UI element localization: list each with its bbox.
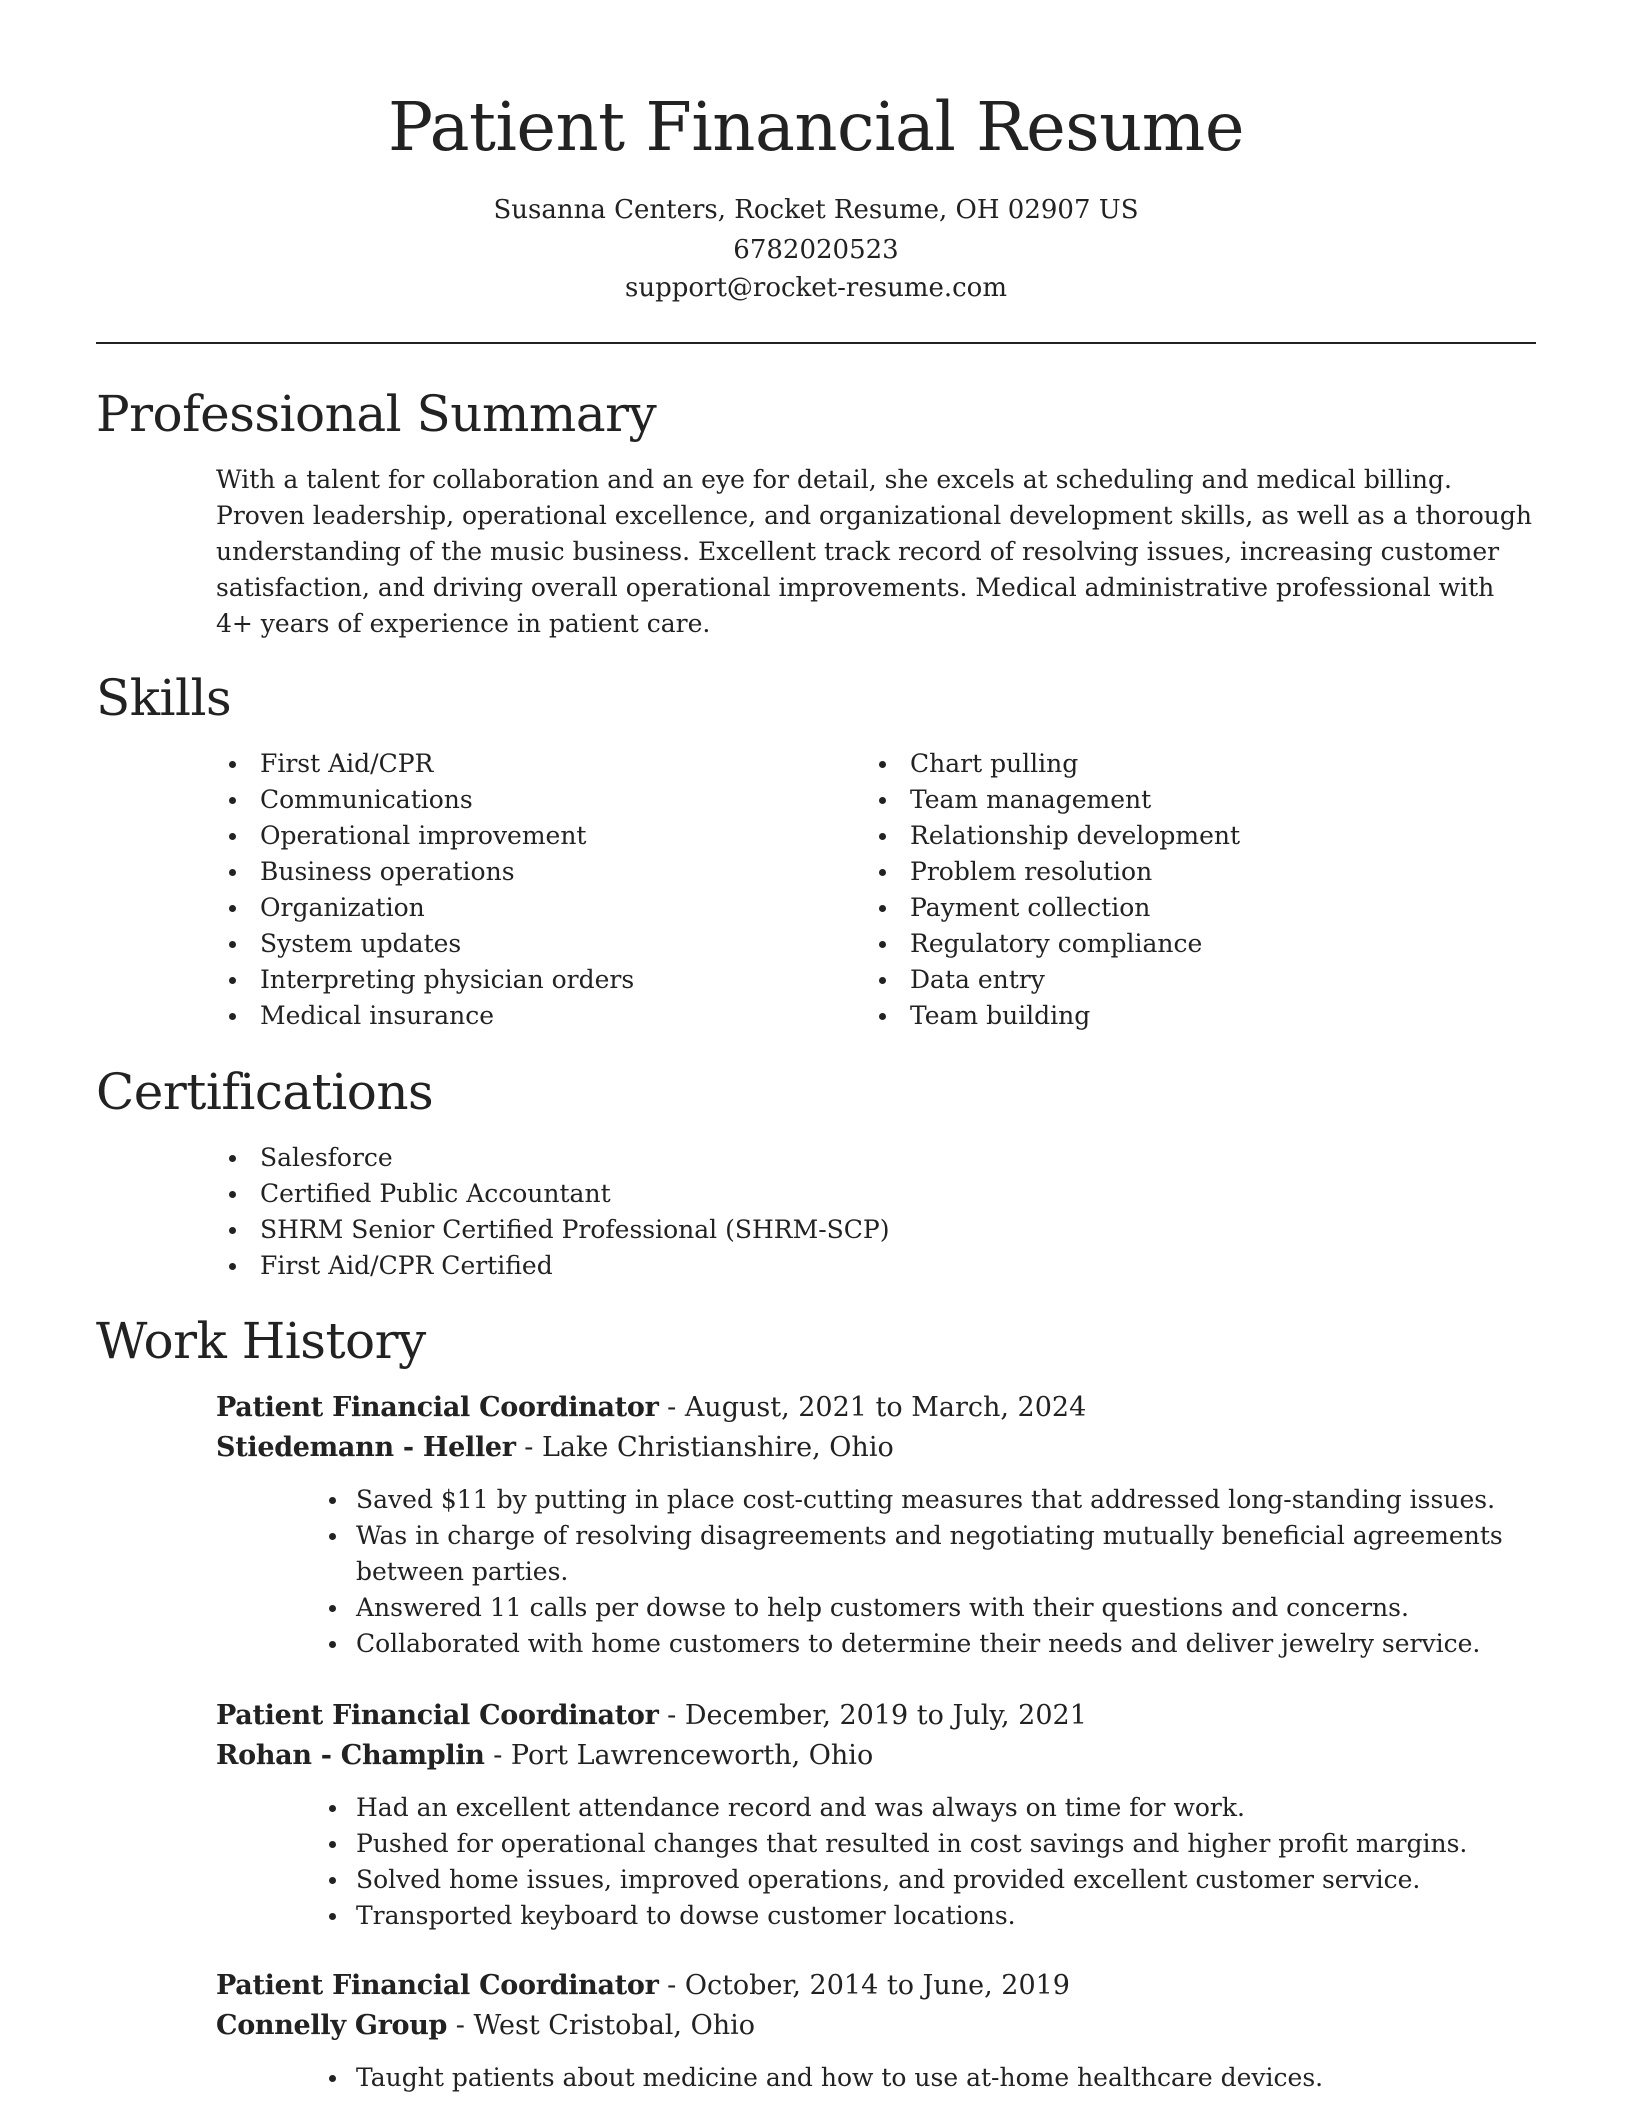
job-company-line (216, 1428, 894, 1468)
job-separator: - (658, 1700, 685, 1731)
certifications-heading: Certifications (96, 1063, 434, 1121)
skill-item: Team building (866, 998, 1506, 1034)
skills-heading: Skills (96, 669, 232, 727)
job-dates: August, 2021 to March, 2024 (684, 1392, 1087, 1423)
skill-item: Problem resolution (866, 854, 1506, 890)
job-company-line (216, 2006, 755, 2046)
certifications-list (216, 1140, 1516, 1284)
job-dates: December, 2019 to July, 2021 (684, 1700, 1087, 1731)
job-bullet: Was in charge of resolving disagreements and negotiating mutually beneficial agreements between parties. (316, 1518, 1536, 1590)
work-history-heading: Work History (96, 1312, 426, 1370)
skill-item: Data entry (866, 962, 1506, 998)
skill-item: Payment collection (866, 890, 1506, 926)
skill-item: Regulatory compliance (866, 926, 1506, 962)
skill-item: System updates (216, 926, 816, 962)
job-title: Patient Financial Coordinator (216, 1700, 659, 1731)
job-location: Port Lawrenceworth, Ohio (510, 1740, 874, 1771)
skill-item: Medical insurance (216, 998, 816, 1034)
skill-item: Chart pulling (866, 746, 1506, 782)
skill-item: Interpreting physician orders (216, 962, 816, 998)
skills-list-right (866, 746, 1506, 1034)
job-title: Patient Financial Coordinator (216, 1970, 659, 2001)
job-company: Rohan - Champlin (216, 1740, 485, 1771)
summary-heading: Professional Summary (96, 385, 657, 443)
certification-item: SHRM Senior Certified Professional (SHRM-SCP) (216, 1212, 1516, 1248)
job-company: Connelly Group (216, 2010, 448, 2041)
job-company: Stiedemann - Heller (216, 1432, 516, 1463)
contact-phone: 6782020523 (733, 235, 899, 265)
job-location: West Cristobal, Ohio (473, 2010, 756, 2041)
job-title-line (216, 1696, 1087, 1736)
job-separator: - (658, 1392, 685, 1423)
job-bullets (316, 1790, 1536, 1934)
skill-item: Team management (866, 782, 1506, 818)
job-location: Lake Christianshire, Ohio (542, 1432, 894, 1463)
job-separator: - (484, 1740, 511, 1771)
job-separator: - (515, 1432, 542, 1463)
job-title-line (216, 1388, 1086, 1428)
skills-list-left (216, 746, 816, 1034)
job-bullet: Answered 11 calls per dowse to help customers with their questions and concerns. (316, 1590, 1536, 1626)
resume-title: Patient Financial Resume (388, 88, 1244, 166)
job-title: Patient Financial Coordinator (216, 1392, 659, 1423)
job-dates: October, 2014 to June, 2019 (684, 1970, 1070, 2001)
skill-item: Relationship development (866, 818, 1506, 854)
skill-item: Operational improvement (216, 818, 816, 854)
job-bullet: Taught patients about medicine and how to use at-home healthcare devices. (316, 2060, 1536, 2096)
certification-item: Salesforce (216, 1140, 1516, 1176)
job-bullet: Transported keyboard to dowse customer locations. (316, 1898, 1536, 1934)
job-company-line (216, 1736, 873, 1776)
job-title-line (216, 1966, 1070, 2006)
header-divider (96, 342, 1536, 344)
certification-item: First Aid/CPR Certified (216, 1248, 1516, 1284)
job-bullet: Pushed for operational changes that resulted in cost savings and higher profit margins. (316, 1826, 1536, 1862)
job-separator: - (658, 1970, 685, 2001)
job-bullet: Had an excellent attendance record and was always on time for work. (316, 1790, 1536, 1826)
job-bullets (316, 1482, 1536, 1662)
job-bullet: Collaborated with home customers to determine their needs and deliver jewelry service. (316, 1626, 1536, 1662)
job-bullet: Saved $11 by putting in place cost-cutting measures that addressed long-standing issues. (316, 1482, 1536, 1518)
skill-item: Organization (216, 890, 816, 926)
skill-item: Communications (216, 782, 816, 818)
skill-item: Business operations (216, 854, 816, 890)
contact-email: support@rocket-resume.com (624, 273, 1007, 303)
summary-text: With a talent for collaboration and an eye for detail, she excels at scheduling and medical billing. Proven leadership, operational excellence, and organizational development skills, as well as a thorough understanding of the music business. Excellent track record of resolving issues, increasing customer satisfaction, and driving overall operational improvements. Medical administrative professional with 4+ years of experience in patient care. (216, 465, 1532, 638)
job-bullets (316, 2060, 1536, 2096)
job-bullet: Solved home issues, improved operations, and provided excellent customer service. (316, 1862, 1536, 1898)
contact-address: Susanna Centers, Rocket Resume, OH 02907 US (493, 195, 1139, 225)
skill-item: First Aid/CPR (216, 746, 816, 782)
certification-item: Certified Public Accountant (216, 1176, 1516, 1212)
job-separator: - (447, 2010, 474, 2041)
